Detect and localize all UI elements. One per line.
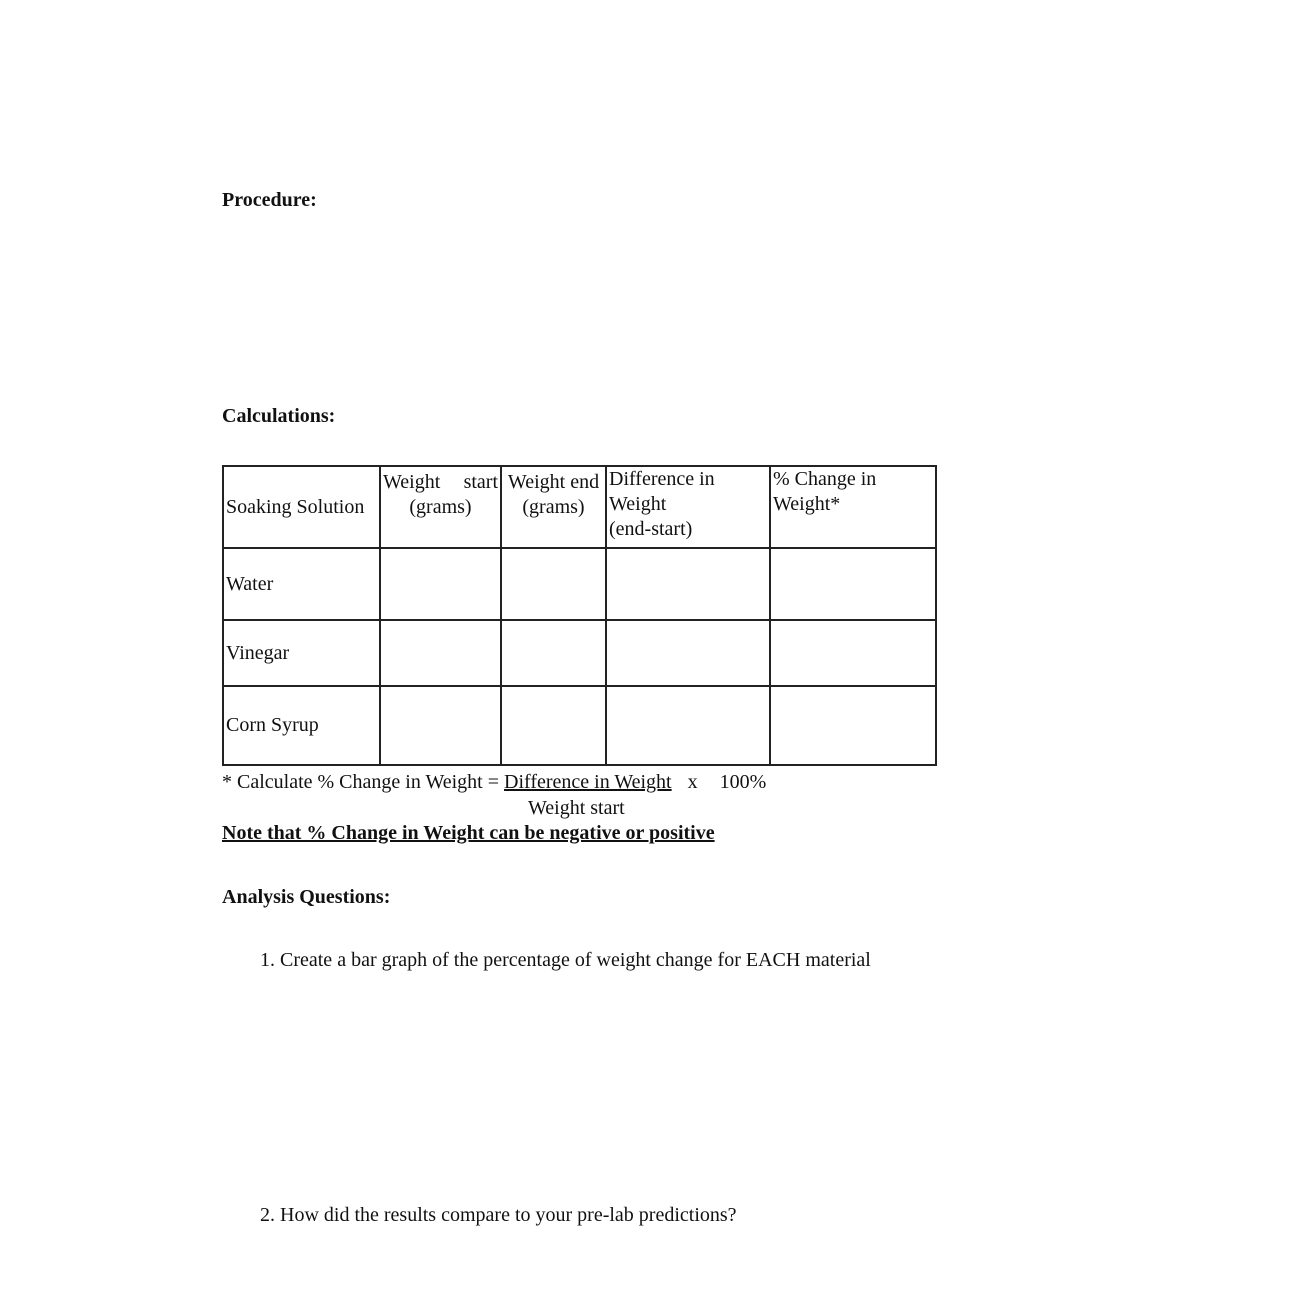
cell-weight-end[interactable] xyxy=(501,548,606,620)
header-difference-line1: Difference in xyxy=(609,468,715,490)
cell-weight-start[interactable] xyxy=(380,686,501,765)
formula-times: x xyxy=(687,771,698,793)
calculations-heading: Calculations: xyxy=(222,405,336,427)
header-weight-end-line2: (grams) xyxy=(522,495,585,518)
row-solution-corn-syrup: Corn Syrup xyxy=(223,686,380,765)
formula-numerator: Difference in Weight xyxy=(504,771,672,793)
calculations-table xyxy=(222,465,937,766)
sign-note: Note that % Change in Weight can be negative or positive xyxy=(222,822,715,844)
analysis-questions-heading: Analysis Questions: xyxy=(222,886,391,908)
cell-difference[interactable] xyxy=(606,686,770,765)
percent-change-formula xyxy=(222,770,766,795)
cell-percent-change[interactable] xyxy=(770,548,936,620)
header-percent-change-line1: % Change in xyxy=(773,468,877,490)
formula-multiplier: 100% xyxy=(719,771,767,793)
row-solution-water: Water xyxy=(223,548,380,620)
cell-percent-change[interactable] xyxy=(770,686,936,765)
table-row xyxy=(223,548,936,620)
question-item: 2. How did the results compare to your pre-lab predictions? xyxy=(260,1204,737,1226)
cell-percent-change[interactable] xyxy=(770,620,936,686)
row-solution-vinegar: Vinegar xyxy=(223,620,380,686)
header-weight-end xyxy=(501,466,606,548)
question-item: 1. Create a bar graph of the percentage of weight change for EACH material xyxy=(260,949,871,971)
header-soaking-solution xyxy=(223,466,380,548)
cell-weight-start[interactable] xyxy=(380,620,501,686)
header-percent-change xyxy=(770,466,936,548)
cell-weight-end[interactable] xyxy=(501,686,606,765)
cell-difference[interactable] xyxy=(606,548,770,620)
cell-weight-start[interactable] xyxy=(380,548,501,620)
formula-prefix: * Calculate % Change in Weight = xyxy=(222,771,500,793)
formula-denominator: Weight start xyxy=(528,797,625,819)
header-weight-end-line1: Weight end xyxy=(507,470,600,493)
cell-weight-end[interactable] xyxy=(501,620,606,686)
header-weight-start-line1: Weight start xyxy=(383,470,498,493)
header-percent-change-line2: Weight* xyxy=(773,493,841,515)
header-soaking-solution-label: Soaking Solution xyxy=(226,495,365,518)
header-weight-start-line2: (grams) xyxy=(409,495,472,518)
header-difference xyxy=(606,466,770,548)
header-difference-line2: Weight xyxy=(609,493,667,515)
header-difference-line3: (end-start) xyxy=(609,518,693,540)
table-header-row xyxy=(223,466,936,548)
procedure-heading: Procedure: xyxy=(222,189,317,211)
table-row xyxy=(223,686,936,765)
cell-difference[interactable] xyxy=(606,620,770,686)
table-row xyxy=(223,620,936,686)
header-weight-start xyxy=(380,466,501,548)
